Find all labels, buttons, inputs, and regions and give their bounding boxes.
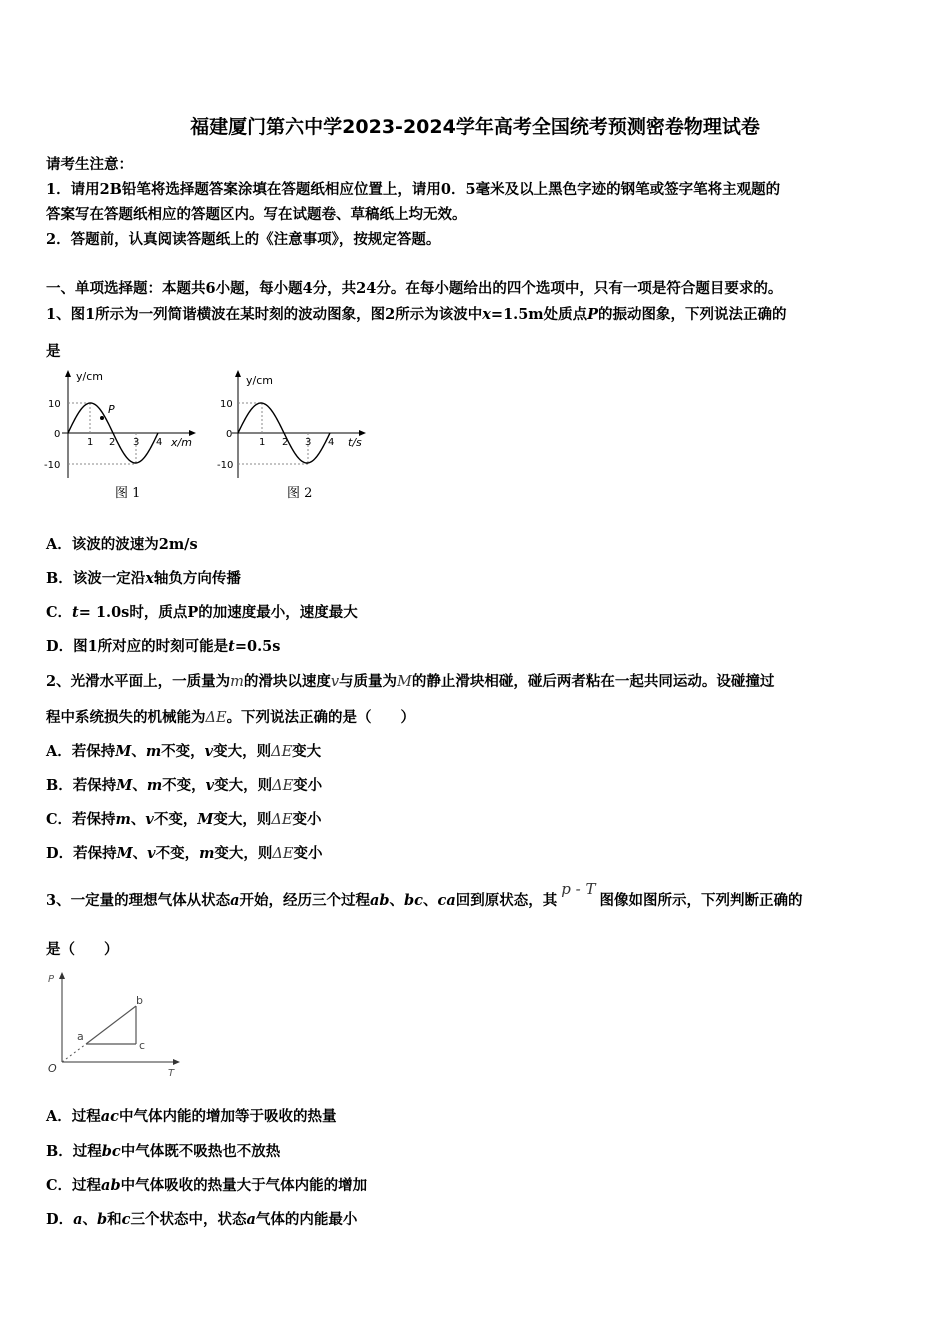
fig1-tick-x-2: 2: [109, 437, 116, 448]
question-3-option-c: C．过程ab中气体吸收的热量大于气体内能的增加: [46, 1177, 368, 1194]
notice-heading: 请考生注意：: [46, 156, 133, 173]
question-1-option-c: C．t= 1.0s时，质点P的加速度最小，速度最大: [46, 604, 358, 621]
fig3-p-arrow: [59, 972, 65, 979]
question-3-option-d: D．a、b和c三个状态中，状态a气体的内能最小: [46, 1211, 358, 1228]
figure-1-caption: 图 1: [115, 486, 141, 501]
question-3-option-a: A．过程ac中气体内能的增加等于吸收的热量: [46, 1108, 337, 1125]
fig2-tick-y-10: 10: [220, 399, 233, 410]
fig3-state-c: c: [139, 1039, 146, 1052]
fig1-tick-y-neg10: -10: [44, 460, 61, 471]
question-2-option-d: D．若保持M、v不变，m变大，则ΔE变小: [46, 845, 323, 862]
fig1-tick-y-0: 0: [54, 429, 61, 440]
fig3-state-a: a: [77, 1030, 84, 1043]
fig1-x-label: x/m: [171, 436, 192, 449]
fig2-tick-x-3: 3: [305, 437, 312, 448]
figure-2-vibration-graph: [214, 368, 374, 480]
question-2-stem: 2、光滑水平面上，一质量为m的滑块以速度v与质量为M的静止滑块相碰，碰后两者粘在一起共同运动。设碰撞过: [46, 673, 775, 690]
fig3-process-ab: [86, 1006, 136, 1044]
fig1-point-label: P: [108, 403, 115, 416]
fig3-t-arrow: [173, 1059, 180, 1065]
fig1-tick-y-10: 10: [48, 399, 61, 410]
question-3-stem: 3、一定量的理想气体从状态a开始，经历三个过程ab、bc、ca回到原状态，其p - T图像如图所示，下列判断正确的: [46, 880, 803, 909]
fig2-tick-y-neg10: -10: [217, 460, 234, 471]
fig2-tick-x-1: 1: [259, 437, 266, 448]
fig2-y-label: y/cm: [246, 374, 273, 387]
fig2-tick-y-0: 0: [226, 429, 233, 440]
fig3-origin-label: O: [48, 1062, 57, 1075]
fig2-y-arrow: [235, 370, 241, 377]
question-1-stem: 1、图1所示为一列简谐横波在某时刻的波动图象，图2所示为该波中x=1.5m处质点P的振动图象，下列说法正确的: [46, 306, 787, 323]
question-1-option-b: B．该波一定沿x轴负方向传播: [46, 570, 241, 587]
figure-2-caption: 图 2: [287, 486, 313, 501]
fig1-tick-x-4: 4: [156, 437, 163, 448]
fig1-y-label: y/cm: [76, 370, 103, 383]
section-heading: 一、单项选择题：本题共6小题，每小题4分，共24分。在每小题给出的四个选项中，只有一项是符合题目要求的。: [46, 280, 783, 297]
question-2-option-c: C．若保持m、v不变，M变大，则ΔE变小: [46, 811, 322, 828]
notice-item-1-line-2: 答案写在答题纸相应的答题区内。写在试题卷、草稿纸上均无效。: [46, 206, 467, 223]
question-3-stem-line-2: 是（ ）: [46, 941, 119, 958]
fig2-x-label: t/s: [348, 436, 362, 449]
fig1-tick-x-1: 1: [87, 437, 94, 448]
page-title: 福建厦门第六中学2023-2024学年高考全国统考预测密卷物理试卷: [190, 116, 760, 138]
fig1-tick-x-3: 3: [133, 437, 140, 448]
question-1-option-a: A．该波的波速为2m/s: [46, 536, 198, 553]
figure-1-wave-graph: [40, 368, 200, 480]
fig3-extension-line: [62, 1044, 86, 1062]
fig3-state-b: b: [136, 994, 143, 1007]
fig1-point-p: [100, 416, 104, 420]
fig3-t-label: T: [168, 1068, 175, 1078]
fig2-tick-x-2: 2: [282, 437, 289, 448]
question-1-stem-line-2: 是: [46, 343, 61, 360]
fig3-p-label: P: [48, 974, 55, 985]
notice-item-1-line-1: 1．请用2B铅笔将选择题答案涂填在答题纸相应位置上，请用0．5毫米及以上黑色字迹的钢笔或签字笔将主观题的: [46, 181, 781, 198]
notice-item-2: 2．答题前，认真阅读答题纸上的《注意事项》，按规定答题。: [46, 231, 441, 248]
question-2-option-b: B．若保持M、m不变，v变大，则ΔE变小: [46, 777, 323, 794]
question-3-option-b: B．过程bc中气体既不吸热也不放热: [46, 1143, 281, 1160]
figure-3-pt-diagram: [40, 966, 190, 1078]
question-1-option-d: D．图1所对应的时刻可能是t=0.5s: [46, 638, 281, 655]
question-2-option-a: A．若保持M、m不变，v变大，则ΔE变大: [46, 743, 322, 760]
question-2-stem-line-2: 程中系统损失的机械能为ΔE。下列说法正确的是（ ）: [46, 709, 416, 726]
fig2-tick-x-4: 4: [328, 437, 335, 448]
fig1-y-arrow: [65, 370, 71, 377]
